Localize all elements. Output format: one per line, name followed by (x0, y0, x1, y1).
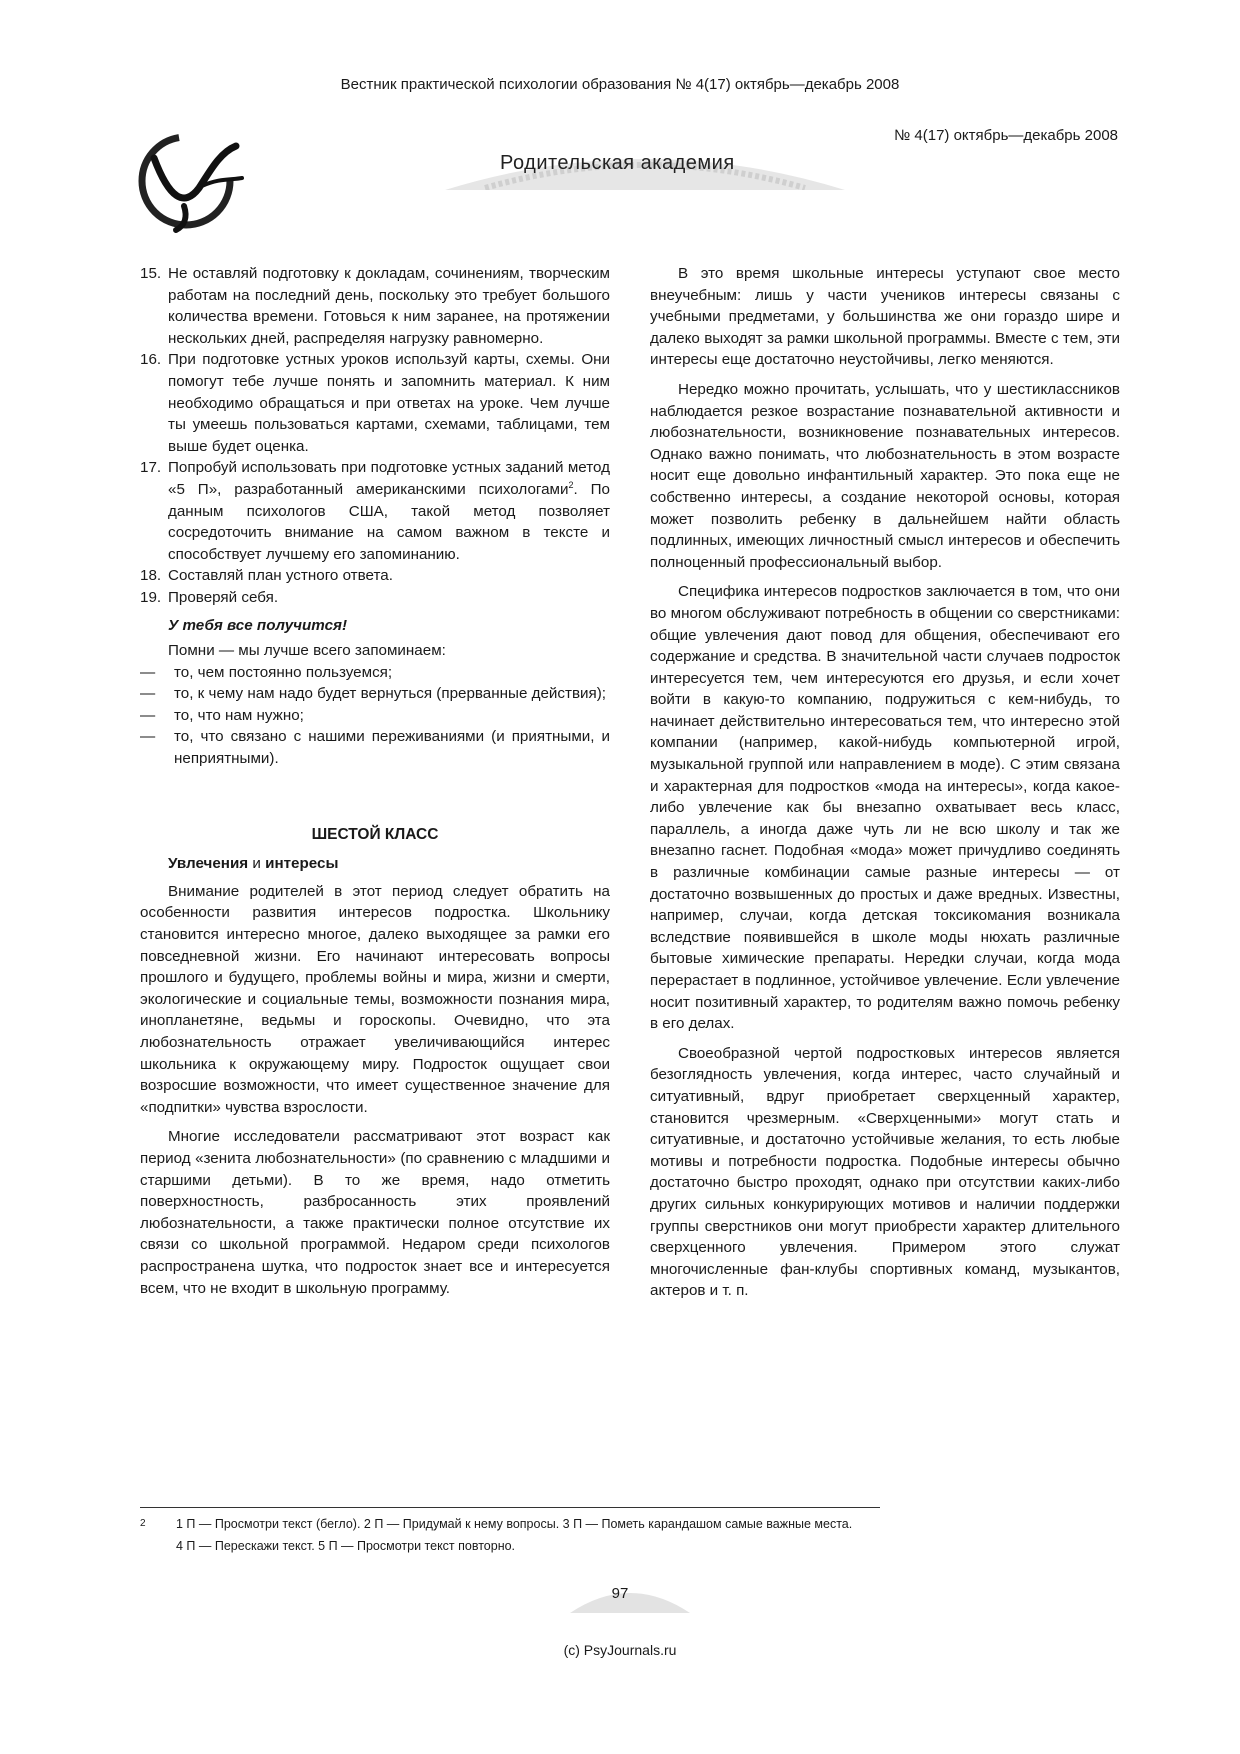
dash-marker: — (140, 685, 156, 703)
list-text: При подготовке устных уроков используй карты, схемы. Они помогут тебе лучше понять и запомнить материал. К ним необходимо обращаться и при ответах на уроке. Чем лучше ты умеешь пользоваться картами, схемами, таблицами, тем выше будет оценка. (168, 351, 610, 455)
remember-intro: Помни — мы лучше всего запоминаем: (168, 642, 446, 660)
footnote-line: 4 П — Перескажи текст. 5 П — Просмотри текст повторно. (176, 1539, 516, 1553)
journal-title: Вестник практической психологии образования № 4(17) октябрь—декабрь 2008 (340, 76, 900, 93)
dash-list-item (140, 726, 610, 769)
list-number: 18. (140, 567, 162, 585)
footnote-mark: 2 (140, 1518, 146, 1529)
copyright: (c) PsyJournals.ru (563, 1642, 677, 1658)
dash-text: то, что связано с нашими переживаниями (и приятными, и неприятными). (174, 728, 610, 768)
subheading-part: интересы (265, 855, 339, 873)
list-number: 15. (140, 265, 162, 282)
list-item (140, 457, 610, 565)
list-number: 19. (140, 588, 162, 606)
emphasis-line: У тебя все получится! (168, 616, 348, 634)
dash-list-item (140, 662, 610, 684)
paragraph: Многие исследователи рассматривают этот возраст как период «зенита любознательности» (по сравнению с младшими и старшими детьми). В то же время, надо отметить поверхностность, разбросанность этих проявлений любознательности, а также практически полное отсутствие их связи со школьной программой. Недаром среди психологов распространена шутка, что подросток знает все и интересуется всем, что не входит в школьную программу. (140, 1128, 610, 1297)
section-heading: ШЕСТОЙ КЛАСС (311, 825, 439, 843)
paragraph: Нередко можно прочитать, услышать, что у шестиклассников наблюдается резкое возрастание познавательной активности и любознательности, возникновение познавательных интересов. Однако важно понимать, что любознательность в этом возрасте носит еще довольно инфантильный характер. Это пока еще не собственно интересы, а создание некоторой основы, которая может позволить ребенку в дальнейшем найти область подлинных, имеющих личностный смысл интересов и обеспечить полноценный профессиональный выбор. (650, 380, 1120, 571)
footnote-line: 1 П — Просмотри текст (бегло). 2 П — Придумай к нему вопросы. 3 П — Пометь карандашом самые важные места. (176, 1517, 853, 1531)
list-text-part: . По данным психологов США, такой метод позволяет сосредоточить внимание на самом важном в тексте и способствует лучшему его запоминанию. (168, 480, 610, 563)
list-item (140, 349, 610, 457)
paragraph: Внимание родителей в этот период следует обратить на особенности развития интересов подростка. Школьнику становится интересно многое, далеко выходящее за рамки его повседневной жизни. Его начинают интересовать вопросы прошлого и будущего, проблемы войны и мира, жизни и смерти, экологические и социальные темы, возможности познания мира, инопланетяне, ведьмы и гороскопы. Очевидно, что эта любознательность отражает увеличивающийся интерес школьника к окружающему миру. Подросток ощущает свои возросшие возможности, что имеет существенное значение для «подпитки» чувства взрослости. (140, 882, 610, 1116)
issue-number: № 4(17) октябрь—декабрь 2008 (894, 127, 1118, 144)
dash-marker: — (140, 706, 156, 724)
footnote (140, 1513, 1120, 1557)
subheading (168, 853, 610, 875)
paragraph: Своеобразной чертой подростковых интересов является безоглядность увлечения, когда интерес, часто случайный и ситуативный, вдруг приобретает сверхценный характер, становится чрезмерным. «Сверхценными» могут стать и ситуативные, и достаточно устойчивые желания, то есть любые мотивы и потребности подростка. Подобные интересы обычно достаточно быстро проходят, однако при отсутствии каких-либо других сильных конкурирующих мотивов и наличии поддержки группы сверстников они могут приобрести характер длительного сверхценного увлечения. Примером этого служат многочисленные фан-клубы спортивных команд, музыкантов, актеров и т. п. (650, 1044, 1120, 1300)
dash-list-item (140, 683, 610, 705)
subheading-conj: и (252, 855, 261, 873)
dash-text: то, что нам нужно; (174, 706, 304, 724)
dash-marker: — (140, 728, 156, 746)
list-number: 17. (140, 459, 162, 477)
list-text: Проверяй себя. (168, 588, 279, 606)
paragraph: В это время школьные интересы уступают свое место внеучебным: лишь у части учеников интересы связаны с учебными предметами, у большинства же они гораздо шире и далеко выходят за рамки школьной программы. Вместе с тем, эти интересы еще достаточно неустойчивы, легко меняются. (650, 265, 1120, 369)
page-number: 97 (611, 1585, 629, 1602)
list-text: Составляй план устного ответа. (168, 567, 393, 585)
dash-text: то, чем постоянно пользуемся; (174, 663, 393, 681)
section-title: Родительская академия (500, 152, 735, 174)
footnote-divider (140, 1507, 880, 1508)
list-item (140, 587, 610, 609)
list-item (140, 565, 610, 587)
list-text (168, 457, 610, 565)
left-column (140, 263, 610, 1307)
list-item (140, 263, 610, 349)
dash-list-item (140, 705, 610, 727)
paragraph: Специфика интересов подростков заключается в том, что они во многом обслуживают потребность в общении со сверстниками: общие увлечения дают повод для общения, обеспечивают его содержание и средства. В значительной части случаев подросток интересуется тем, чем интересуются его друзья, и если хочет войти в какую-то компанию, подружиться с кем-нибудь, то начинает действительно интересоваться тем, что интересно этой компании (например, какой-нибудь компьютерной игрой, музыкальной группой или направлением в моде). С этим связана и характерная для подростков «мода на интересы», когда какое-либо увлечение как бы внезапно охватывает весь класс, параллель, а иногда даже чуть ли не всю школу и так же внезапно гаснет. Подобная «мода» может причудливо соединять в различные комбинации самые разные интересы — от достаточно возвышенных до простых и даже вредных. Известны, например, случаи, когда детская токсикомания возникала вследствие появившейся в школе моды нюхать различные бытовые химические препараты. Нередки случаи, когда мода перерастает в подлинное, устойчивое увлечение. Если увлечение носит позитивный характер, то родителям важно помочь ребенку в его делах. (650, 583, 1120, 1033)
dash-marker: — (140, 663, 156, 681)
dash-text: то, к чему нам надо будет вернуться (прерванные действия); (174, 685, 607, 703)
footnote-ref: 2 (568, 479, 574, 490)
journal-logo (124, 118, 254, 243)
list-number: 16. (140, 351, 162, 369)
list-text: Не оставляй подготовку к докладам, сочинениям, творческим работам на последний день, поскольку это требует большого количества времени. Готовься к ним заранее, на протяжении нескольких дней, распределяя нагрузку равномерно. (168, 265, 610, 347)
list-text-part: Попробуй использовать при подготовке устных заданий метод «5 П», разработанный американскими психологами (168, 459, 610, 498)
subheading-part: Увлечения (168, 855, 249, 873)
right-column (650, 263, 1120, 1310)
